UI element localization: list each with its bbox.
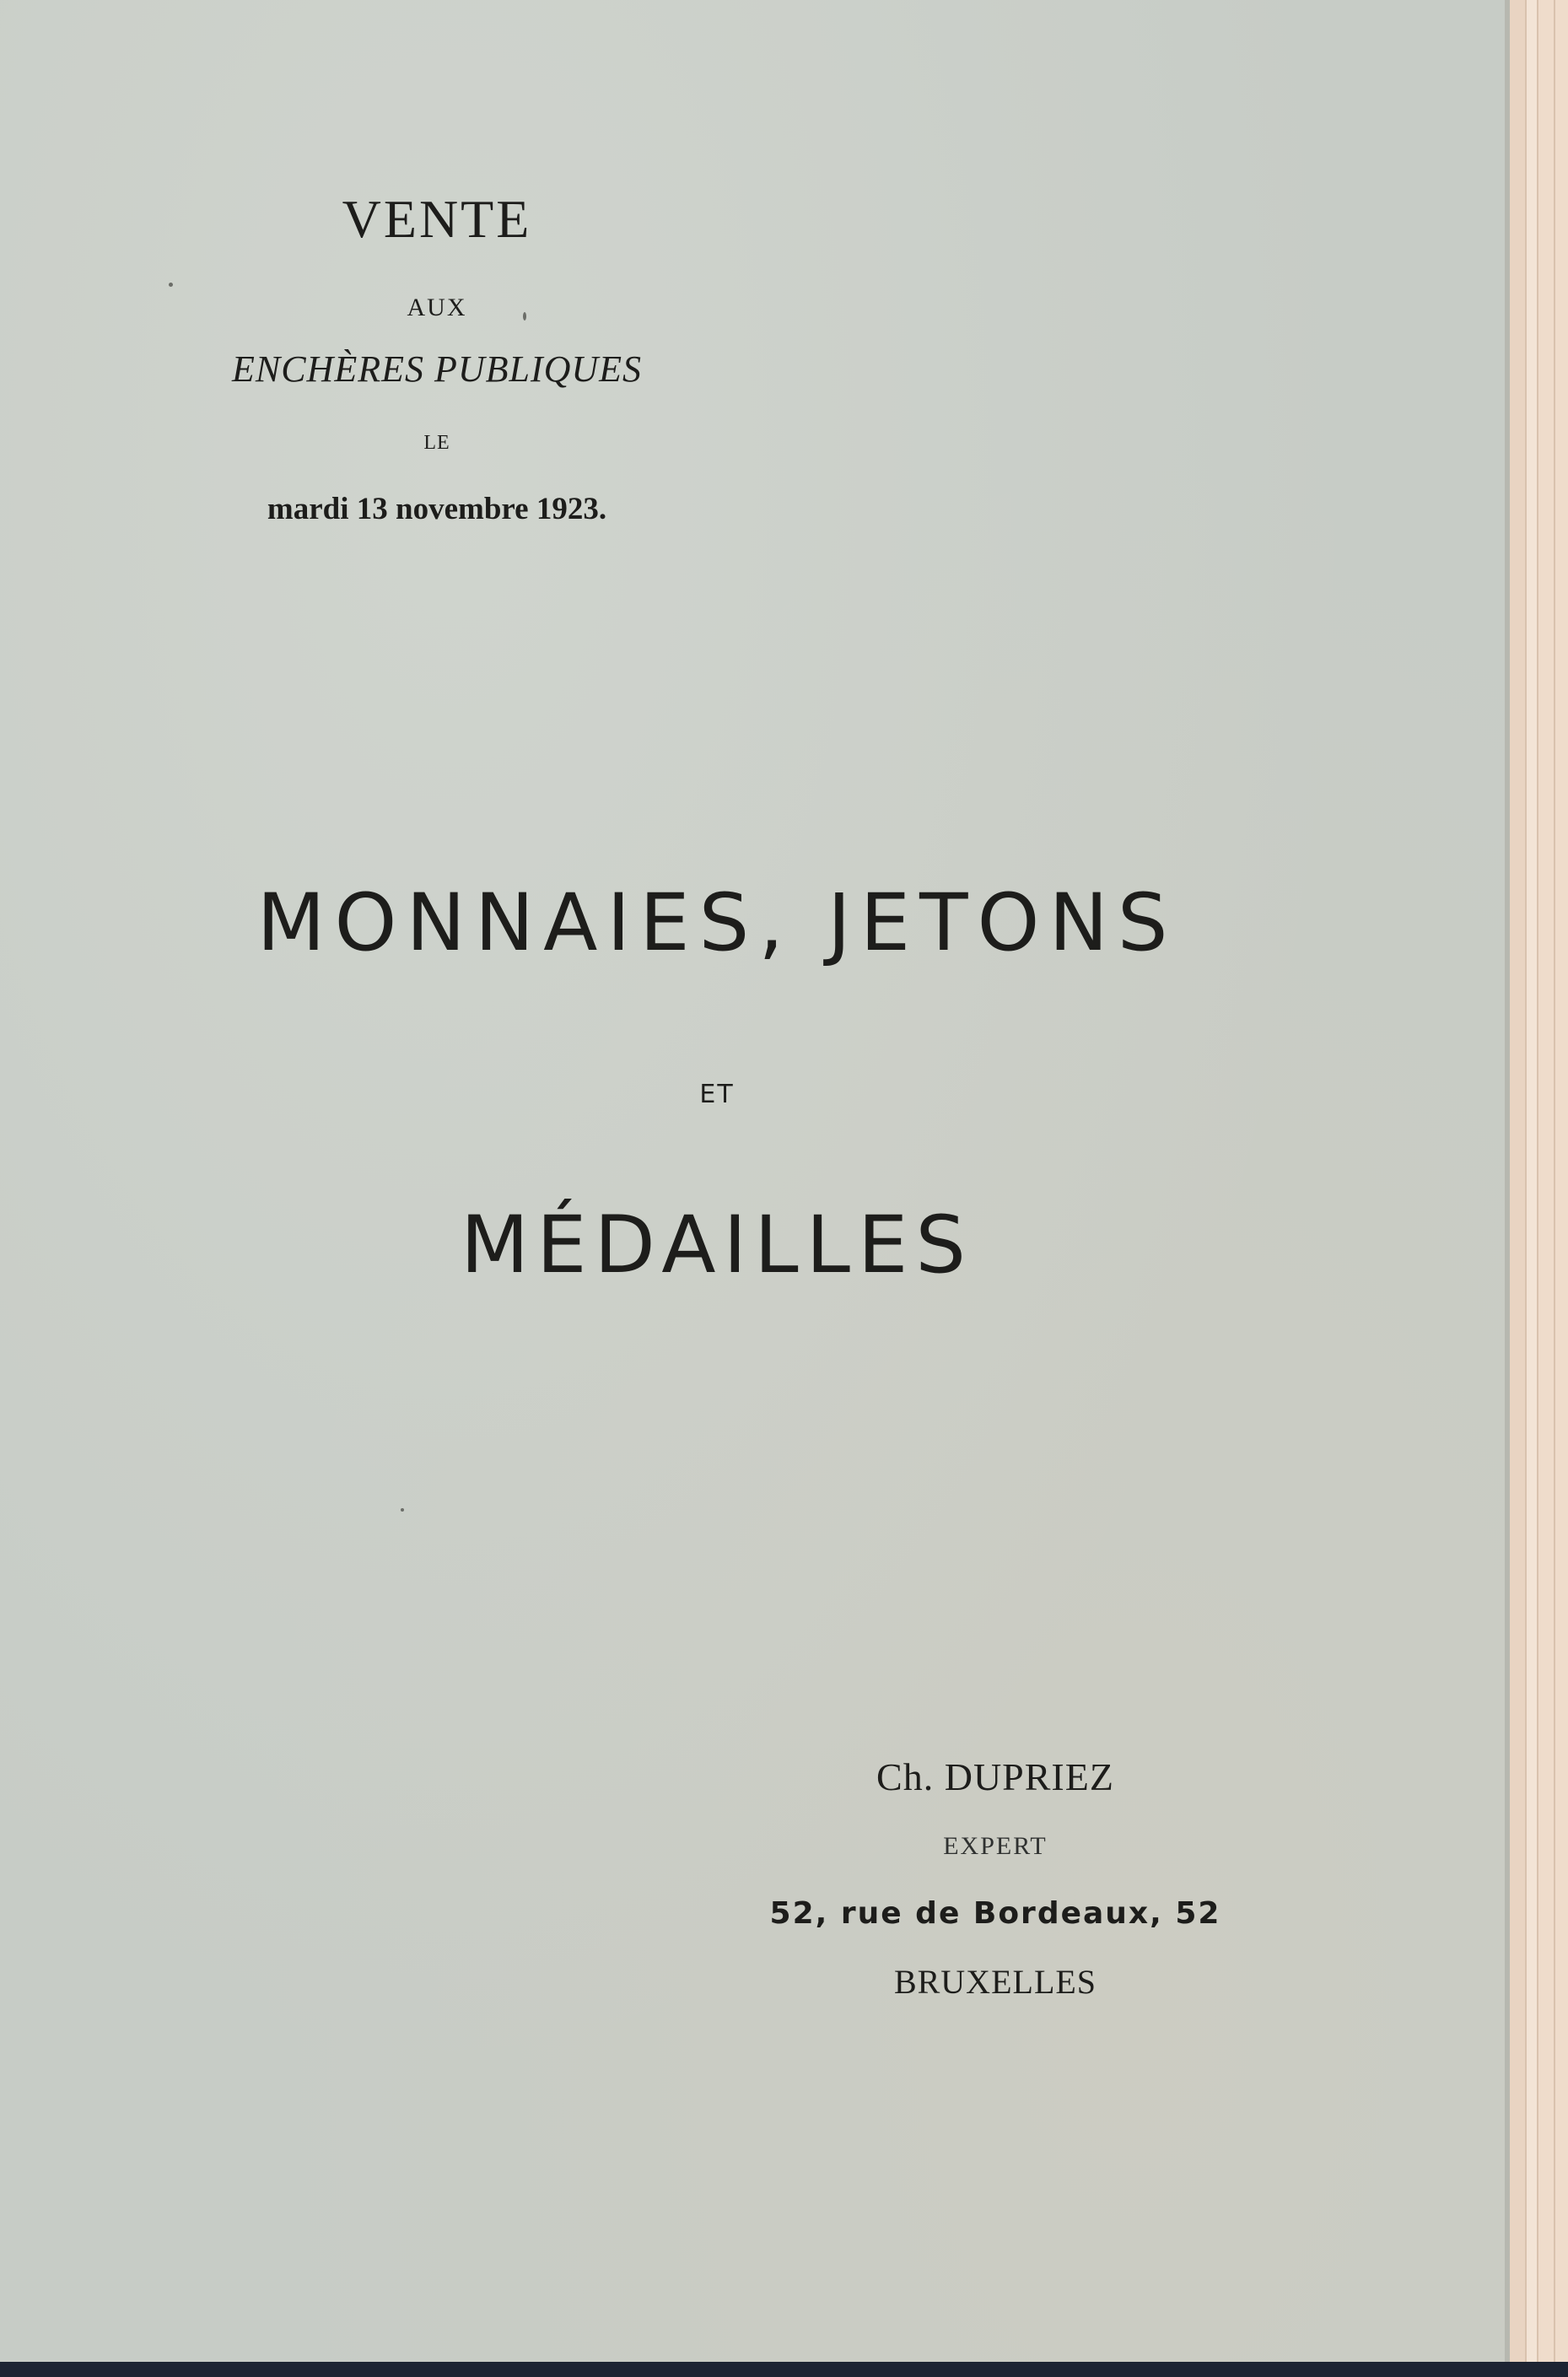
expert-role: EXPERT [943, 1832, 1048, 1860]
sale-heading: VENTE [342, 189, 532, 249]
catalogue-title-line-1: MONNAIES, JETONS [256, 877, 1177, 969]
sale-auction-type: ENCHÈRES PUBLIQUES [231, 348, 643, 390]
catalogue-title-line-2: MÉDAILLES [460, 1199, 974, 1291]
sale-date: mardi 13 novembre 1923. [267, 492, 607, 526]
catalogue-title-conjunction: ET [699, 1080, 735, 1109]
paper-speck [401, 1508, 404, 1512]
sale-aux: AUX [407, 294, 467, 321]
expert-city: BRUXELLES [893, 1963, 1097, 2001]
paper-speck [523, 312, 526, 321]
page-edge-line [1525, 0, 1527, 2377]
paper-speck [169, 283, 173, 287]
sale-le: LE [423, 432, 450, 454]
background-strip [0, 2362, 1568, 2377]
page-edge-line [1537, 0, 1538, 2377]
expert-address: 52, rue de Bordeaux, 52 [769, 1896, 1221, 1931]
expert-name: Ch. DUPRIEZ [876, 1755, 1114, 1798]
cover-edge [1505, 0, 1510, 2362]
page-edge [1508, 0, 1527, 2377]
page-edge-line [1554, 0, 1555, 2377]
